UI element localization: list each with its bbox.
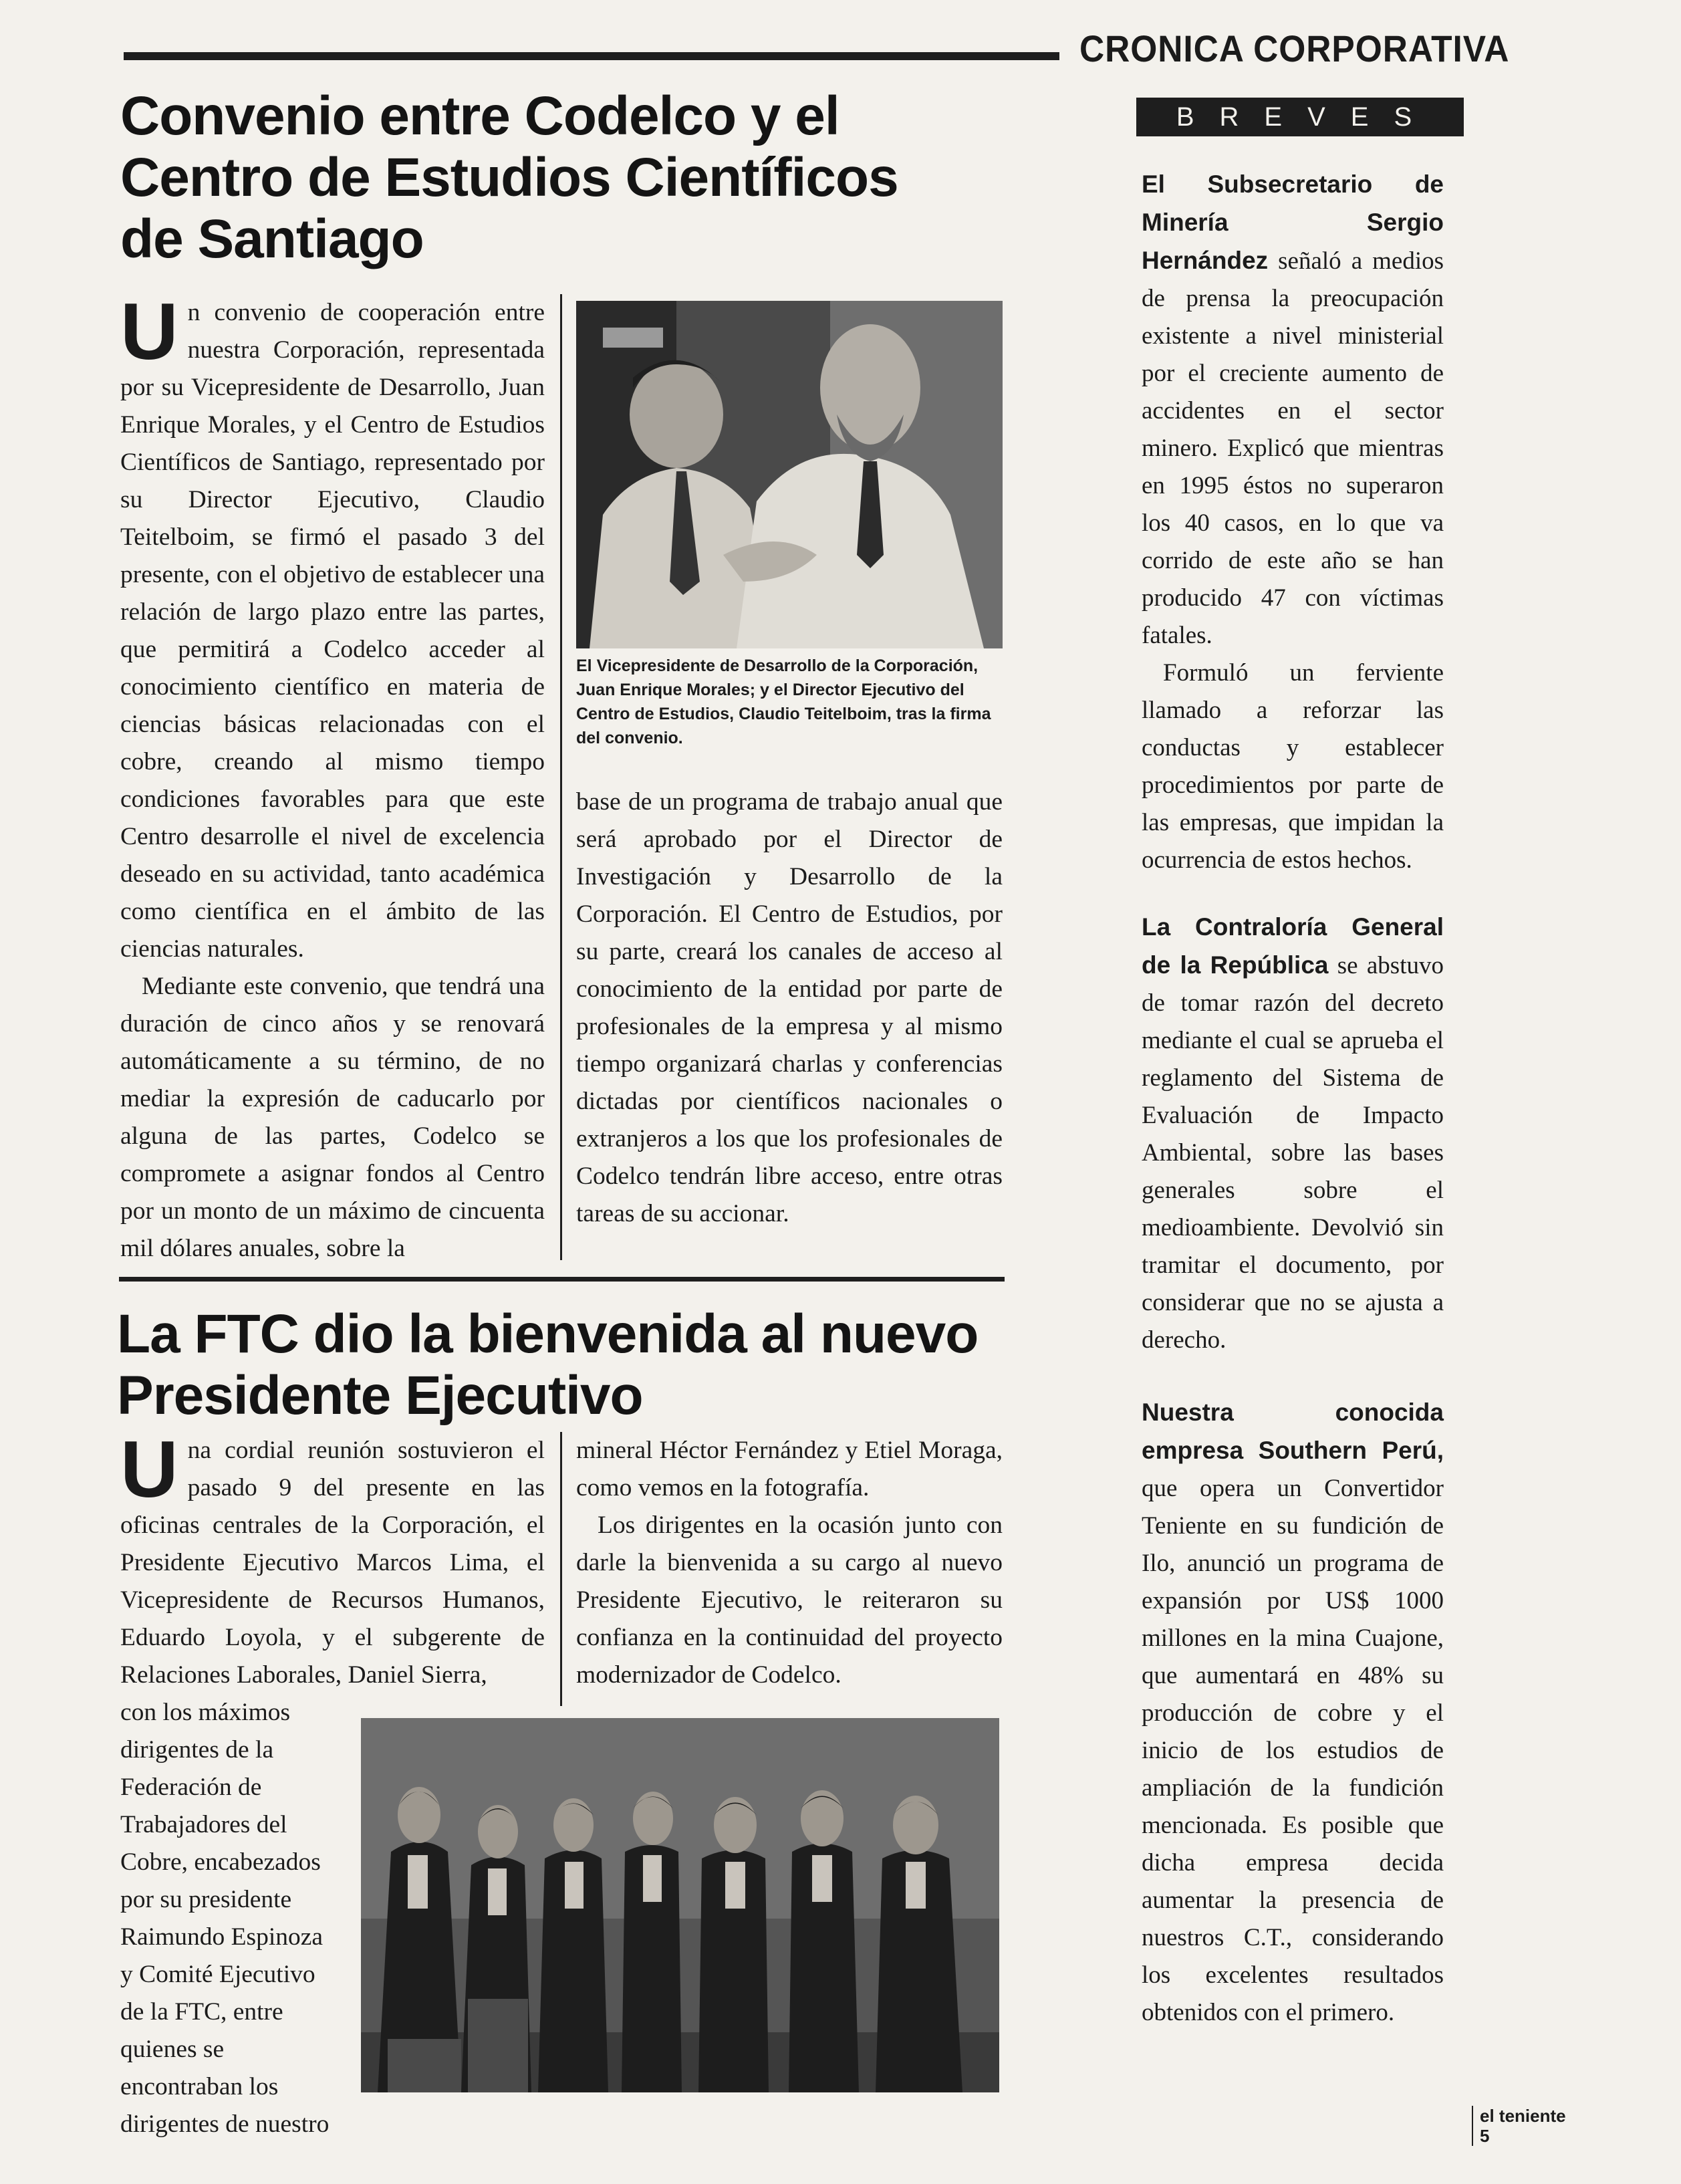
article1-headline-line3: de Santiago xyxy=(120,209,424,269)
article1-headline-line2: Centro de Estudios Científicos xyxy=(120,147,898,208)
article2-paragraph-2: mineral Héctor Fernández y Etiel Moraga, como vemos en la fotografía. xyxy=(576,1437,1003,1501)
article1-headline xyxy=(120,86,1089,270)
article2-headline-line2: Presidente Ejecutivo xyxy=(117,1365,643,1426)
breve-item xyxy=(1142,1394,1444,2032)
article2-headline-line1: La FTC dio la bienvenida al nuevo xyxy=(117,1304,979,1364)
article1-photo-caption: El Vicepresidente de Desarrollo de la Corporación, Juan Enrique Morales; y el Director Ejecutivo del Centro de Estudios, Claudio Teitelboim, tras la firma del convenio. xyxy=(576,656,991,747)
breve-item-lead: El Subsecretario de Minería Sergio Hernández xyxy=(1142,170,1444,274)
article-separator-rule xyxy=(119,1277,1005,1282)
article2-headline xyxy=(117,1304,1086,1427)
breve-item-text: señaló a medios de prensa la preocupación existente a nivel ministerial por el creciente aumento de accidentes en el sector minero. Explicó que mientras en 1995 éstos no superaron los 40 casos, en lo que va corrido de este año se han producido 47 con víctimas fatales. xyxy=(1142,247,1444,649)
breve-item-lead: La Contraloría General de la República xyxy=(1142,913,1444,979)
breves-banner: BREVES xyxy=(1136,98,1464,136)
article1-photo xyxy=(576,301,1003,648)
article2-column-2 xyxy=(576,1432,1003,1694)
article2-paragraph-3: Los dirigentes en la ocasión junto con darle la bienvenida a su cargo al nuevo Presidente Ejecutivo, le reiteraron su confianza en la continuidad del proyecto modernizador de Codelco. xyxy=(576,1511,1003,1689)
breve-item-text-2: Formuló un ferviente llamado a reforzar las conductas y establecer procedimientos por parte de las empresas, que impidan la ocurrencia de estos hechos. xyxy=(1142,659,1444,874)
article2-dropcap: U xyxy=(120,1425,178,1514)
breve-item-text: se abstuvo de tomar razón del decreto mediante el cual se aprueba el reglamento del Sistema de Evaluación de Impacto Ambiental, sobre las bases generales sobre el medioambiente. Devolvió sin tramitar el documento, por considerar que no se ajusta a derecho. xyxy=(1142,952,1444,1354)
article1-paragraph-1: n convenio de cooperación entre nuestra Corporación, representada por su Vicepresidente de Desarrollo, Juan Enrique Morales, y el Centro de Estudios Científicos de Santiago, representado por su Director Ejecutivo, Claudio Teitelboim, se firmó el pasado 3 del presente, con el objetivo de establecer una relación de largo plazo entre las partes, que permitirá a Codelco acceder al conocimiento científico en materia de ciencias básicas relacionadas con el cobre, creando al mismo tiempo condiciones favorables para que este Centro desarrolle el nivel de excelencia deseado en su actividad, tanto académica como científica en el ámbito de las ciencias naturales. xyxy=(120,299,545,963)
page-number: 5 xyxy=(1480,2126,1490,2146)
article1-headline-line1: Convenio entre Codelco y el xyxy=(120,86,839,146)
article2-group-photo xyxy=(361,1718,999,2092)
section-label: CRONICA CORPORATIVA xyxy=(1079,27,1510,70)
header-rule xyxy=(124,52,1059,60)
article1-column-2 xyxy=(576,783,1003,1233)
breve-item xyxy=(1142,166,1444,879)
breves-column xyxy=(1142,166,1444,2061)
article2-column-divider xyxy=(560,1432,562,1706)
article2-paragraph-1-continued: con los máximos dirigentes de la Federación de Trabajadores del Cobre, encabezados por su presidente Raimundo Espinoza y Comité Ejecutivo de la FTC, entre quienes se encontraban los dirigentes de nuestro xyxy=(120,1699,330,2138)
article1-column-1 xyxy=(120,287,545,1267)
article1-column-divider xyxy=(560,294,562,1260)
article2-paragraph-1: na cordial reunión sostuvieron el pasado 9 del presente en las oficinas centrales de la Corporación, el Presidente Ejecutivo Marcos Lima, el Vicepresidente de Recursos Humanos, Eduardo Loyola, y el subgerente de Relaciones Laborales, Daniel Sierra, xyxy=(120,1437,545,1689)
breve-item-lead: Nuestra conocida empresa Southern Perú, xyxy=(1142,1399,1444,1464)
article1-paragraph-2: Mediante este convenio, que tendrá una duración de cinco años y se renovará automáticamente a su término, de no mediar la expresión de caducarlo por alguna de las partes, Codelco se compromete a asignar fondos al Centro por un monto de un máximo de cincuenta mil dólares anuales, sobre la xyxy=(120,973,545,1262)
breve-item xyxy=(1142,908,1444,1359)
article1-paragraph-3: base de un programa de trabajo anual que será aprobado por el Director de Investigación y Desarrollo de la Corporación. El Centro de Estudios, por su parte, creará los canales de acceso al conocimiento de la entidad por parte de profesionales de la empresa y al mismo tiempo organizará charlas y conferencias dictadas por científicos nacionales o extranjeros a los que los profesionales de Codelco tendrán libre acceso, entre otras tareas de su accionar. xyxy=(576,788,1003,1227)
breve-item-text: que opera un Convertidor Teniente en su fundición de Ilo, anunció un programa de expansión por US$ 1000 millones en la mina Cuajone, que aumentará en 48% su producción de cobre y el inicio de los estudios de ampliación de la fundición mencionada. Es posible que dicha empresa decida aumentar la presencia de nuestros C.T., considerando los excelentes resultados obtenidos con el primero. xyxy=(1142,1475,1444,2026)
article2-column-1-top xyxy=(120,1425,545,1694)
article2-column-1-bottom xyxy=(120,1694,341,2143)
footer-divider xyxy=(1472,2106,1473,2146)
article1-dropcap: U xyxy=(120,287,178,376)
publication-logo: el teniente xyxy=(1480,2106,1566,2126)
